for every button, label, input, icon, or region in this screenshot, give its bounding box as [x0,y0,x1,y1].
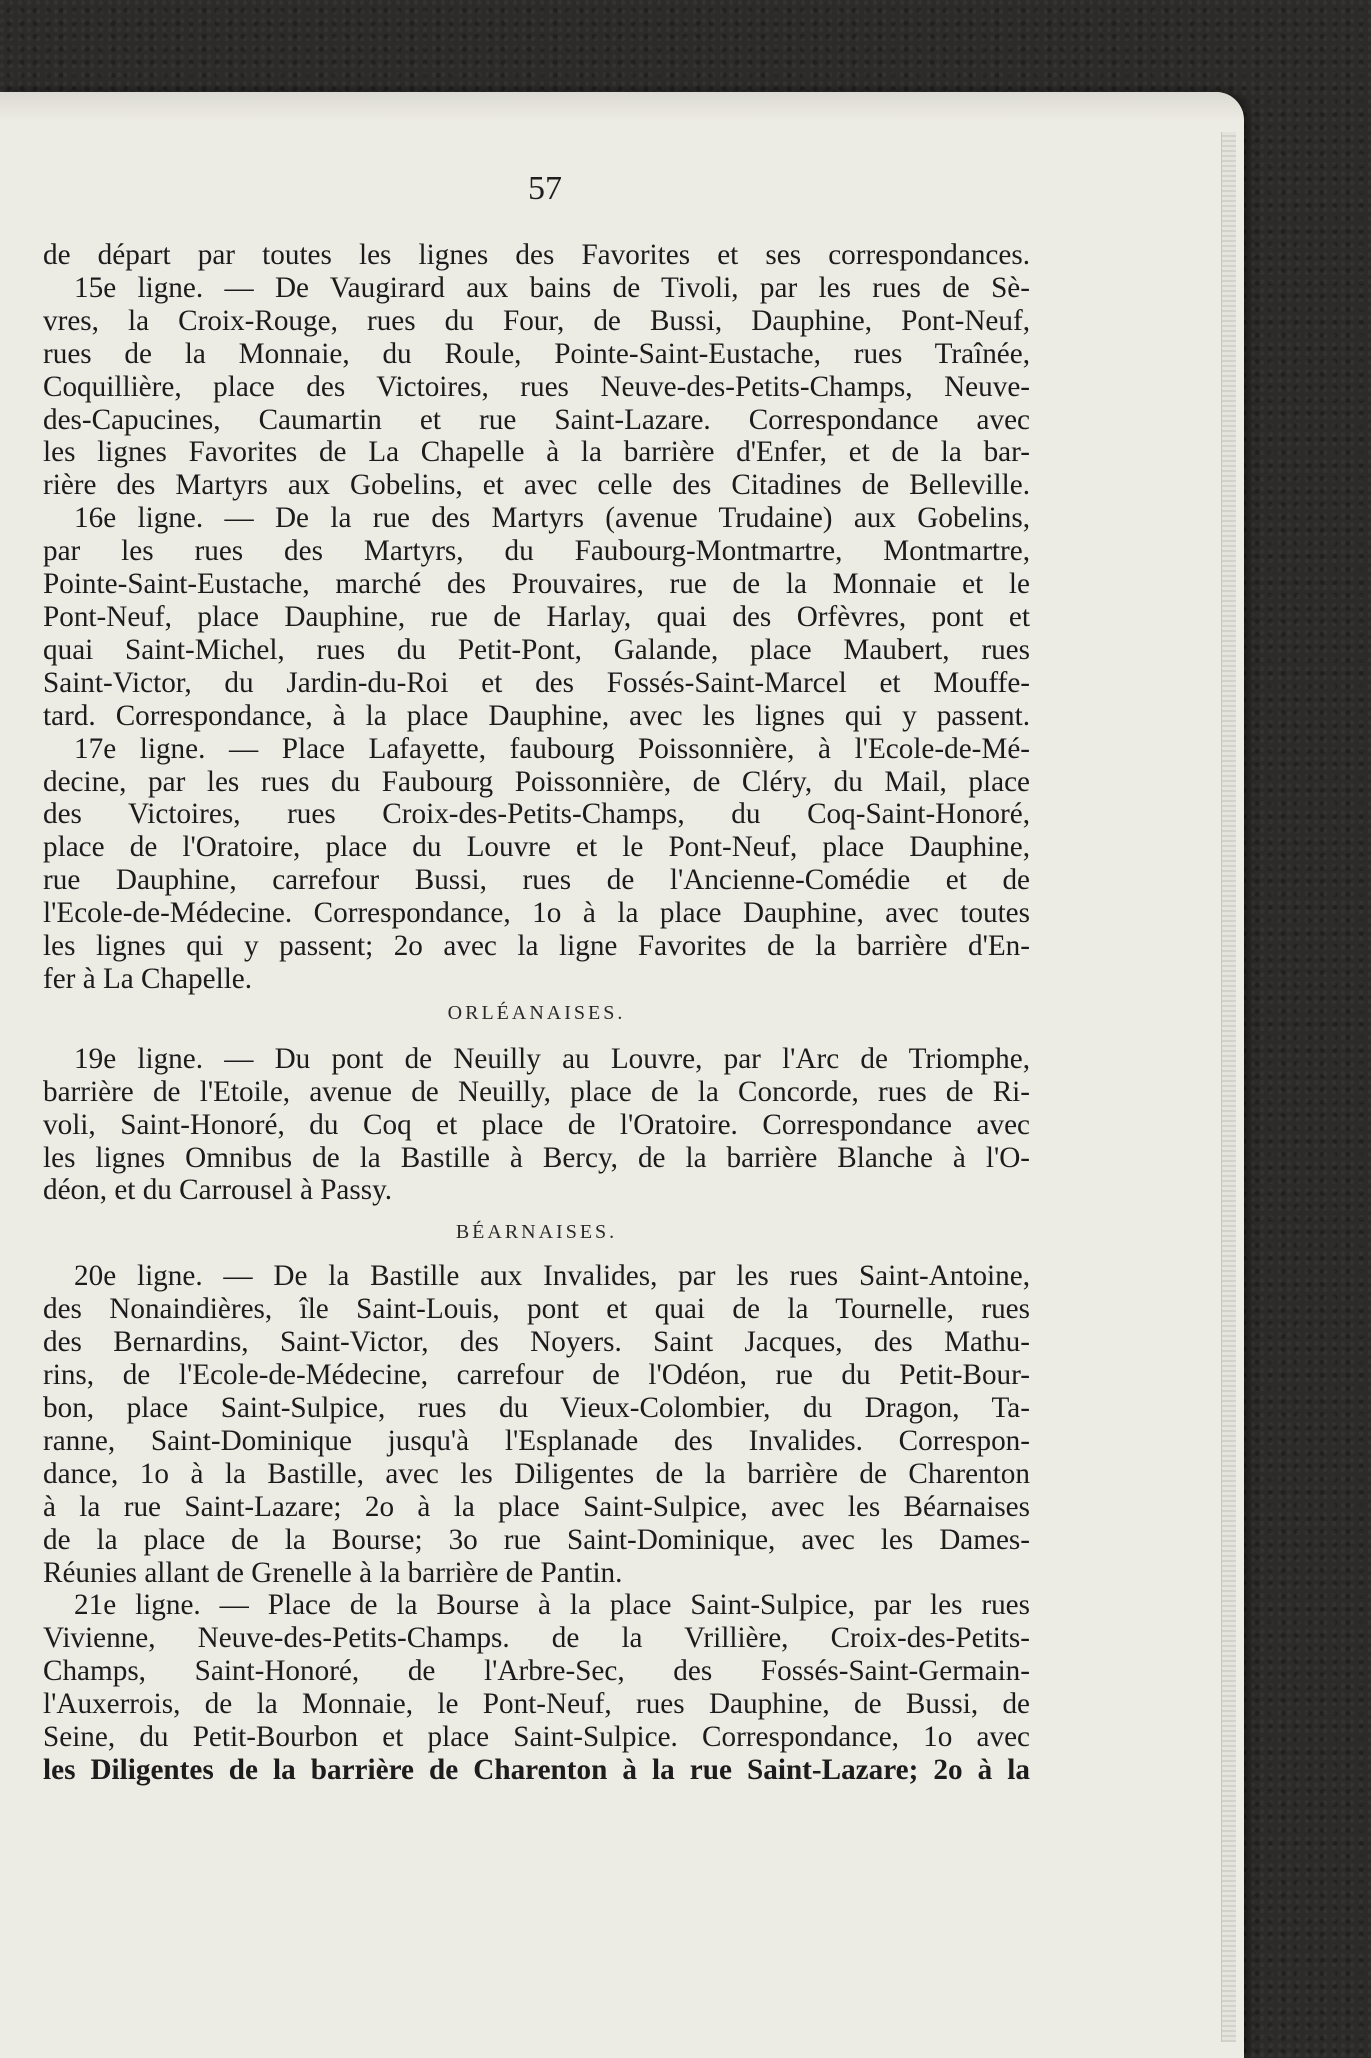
text-line: 20e ligne. — De la Bastille aux Invalides, par les rues Saint-Antoine, [74,1260,1030,1293]
text-line: place de l'Oratoire, place du Louvre et le Pont-Neuf, place Dauphine, [43,831,1030,864]
text-block-part3 [43,1260,1030,1787]
text-line: vres, la Croix-Rouge, rues du Four, de Bussi, Dauphine, Pont-Neuf, [43,304,1030,337]
text-line: 21e ligne. — Place de la Bourse à la place Saint-Sulpice, par les rues [74,1589,1030,1622]
text-line: des Victoires, rues Croix-des-Petits-Champs, du Coq-Saint-Honoré, [43,798,1030,831]
text-block-part1 [43,239,1030,996]
text-line: voli, Saint-Honoré, du Coq et place de l'Oratoire. Correspondance avec [43,1108,1030,1141]
text-line: l'Auxerrois, de la Monnaie, le Pont-Neuf, rues Dauphine, de Bussi, de [43,1688,1030,1721]
text-line: Champs, Saint-Honoré, de l'Arbre-Sec, des Fossés-Saint-Germain- [43,1655,1030,1688]
text-line: les lignes qui y passent; 2o avec la ligne Favorites de la barrière d'En- [43,930,1030,963]
text-line: les lignes Omnibus de la Bastille à Bercy, de la barrière Blanche à l'O- [43,1141,1030,1174]
text-line: 17e ligne. — Place Lafayette, faubourg Poissonnière, à l'Ecole-de-Mé- [74,732,1030,765]
text-line: 19e ligne. — Du pont de Neuilly au Louvre, par l'Arc de Triomphe, [74,1042,1030,1075]
text-line: Réunies allant de Grenelle à la barrière de Pantin. [43,1556,623,1589]
text-line: 16e ligne. — De la rue des Martyrs (avenue Trudaine) aux Gobelins, [74,502,1030,535]
text-line: rues de la Monnaie, du Roule, Pointe-Saint-Eustache, rues Traînée, [43,337,1030,370]
text-line: rue Dauphine, carrefour Bussi, rues de l'Ancienne-Comédie et de [43,864,1030,897]
text-line: bon, place Saint-Sulpice, rues du Vieux-Colombier, du Dragon, Ta- [43,1392,1030,1424]
text-line: les Diligentes de la barrière de Charenton à la rue Saint-Lazare; 2o à la [43,1753,1030,1786]
text-line: fer à La Chapelle. [43,962,253,995]
page-edge [1221,132,1236,2042]
text-line: dance, 1o à la Bastille, avec les Diligentes de la barrière de Charenton [43,1457,1030,1490]
text-line: des Nonaindières, île Saint-Louis, pont et quai de la Tournelle, rues [43,1293,1030,1326]
text-line: rière des Martyrs aux Gobelins, et avec celle des Citadines de Belleville. [43,469,1030,502]
text-line: Pointe-Saint-Eustache, marché des Prouvaires, rue de la Monnaie et le [43,568,1030,601]
text-line: des Bernardins, Saint-Victor, des Noyers. Saint Jacques, des Mathu- [43,1326,1030,1359]
text-line: l'Ecole-de-Médecine. Correspondance, 1o à la place Dauphine, avec toutes [43,897,1030,930]
text-line: de la place de la Bourse; 3o rue Saint-Dominique, avec les Dames- [43,1523,1030,1556]
text-line: ranne, Saint-Dominique jusqu'à l'Esplanade des Invalides. Correspon- [43,1424,1030,1457]
text-line: à la rue Saint-Lazare; 2o à la place Saint-Sulpice, avec les Béarnaises [43,1490,1030,1523]
text-line: Coquillière, place des Victoires, rues Neuve-des-Petits-Champs, Neuve- [43,370,1030,403]
text-line: de départ par toutes les lignes des Favorites et ses correspondances. [43,239,1030,271]
text-line: Saint-Victor, du Jardin-du-Roi et des Fossés-Saint-Marcel et Mouffe- [43,666,1030,699]
text-line: 15e ligne. — De Vaugirard aux bains de Tivoli, par les rues de Sè- [74,271,1030,304]
text-line: rins, de l'Ecole-de-Médecine, carrefour de l'Odéon, rue du Petit-Bour- [43,1359,1030,1392]
text-block-part2 [43,1043,1030,1208]
text-line: tard. Correspondance, à la place Dauphine, avec les lignes qui y passent. [43,699,1030,732]
text-line: quai Saint-Michel, rues du Petit-Pont, Galande, place Maubert, rues [43,633,1030,666]
section-heading-orleanaises: ORLÉANAISES. [447,1001,626,1024]
text-line: Pont-Neuf, place Dauphine, rue de Harlay, quai des Orfèvres, pont et [43,600,1030,633]
text-line: des-Capucines, Caumartin et rue Saint-Lazare. Correspondance avec [43,403,1030,436]
text-line: les lignes Favorites de La Chapelle à la barrière d'Enfer, et de la bar- [43,436,1030,469]
text-line: Vivienne, Neuve-des-Petits-Champs. de la Vrillière, Croix-des-Petits- [43,1622,1030,1655]
text-line: Seine, du Petit-Bourbon et place Saint-Sulpice. Correspondance, 1o avec [43,1721,1030,1754]
text-line: barrière de l'Etoile, avenue de Neuilly, place de la Concorde, rues de Ri- [43,1075,1030,1108]
section-heading-bearnaises: BÉARNAISES. [455,1221,618,1244]
text-line: déon, et du Carrousel à Passy. [43,1174,393,1207]
text-line: decine, par les rues du Faubourg Poissonnière, de Cléry, du Mail, place [43,765,1030,798]
page-number: 57 [528,170,562,207]
text-line: par les rues des Martyrs, du Faubourg-Montmartre, Montmartre, [43,535,1030,568]
body-text [43,239,1030,1787]
